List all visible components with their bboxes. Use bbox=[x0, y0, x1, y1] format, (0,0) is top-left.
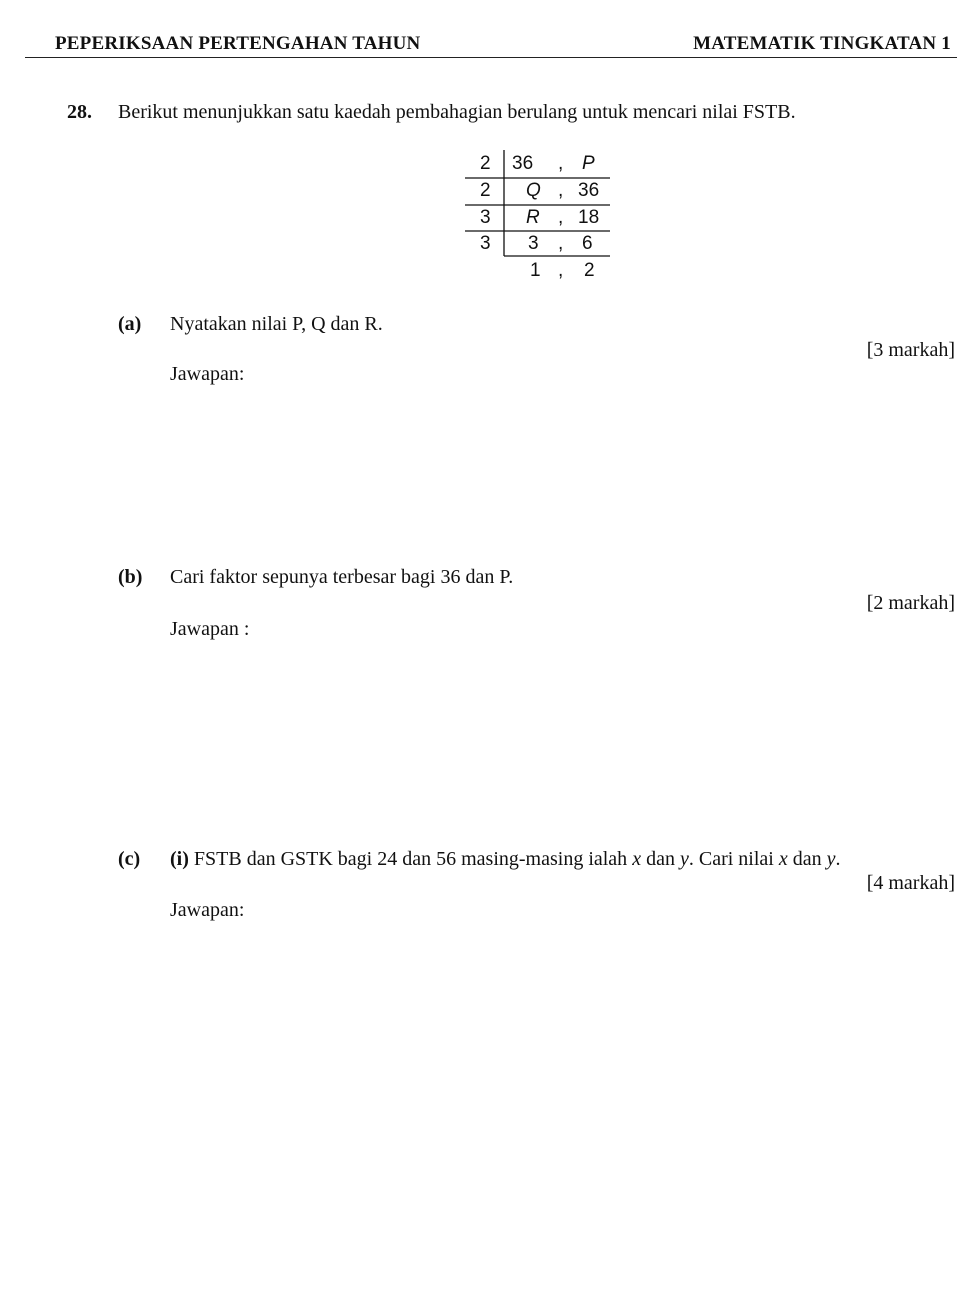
ladder-value-a-4: 3 bbox=[528, 233, 539, 254]
ladder-value-b-2: 36 bbox=[578, 180, 600, 201]
ladder-sep-1: , bbox=[558, 153, 564, 174]
ladder-sep-3: , bbox=[558, 207, 564, 228]
ladder-divisor-2: 2 bbox=[480, 180, 491, 201]
part-a-label: (a) bbox=[118, 313, 142, 335]
ladder-final-b: 2 bbox=[584, 260, 595, 281]
part-c-sub-label: (i) bbox=[170, 848, 189, 870]
part-c-var-x: x bbox=[632, 848, 642, 870]
ladder-sep-4: , bbox=[558, 233, 564, 254]
ladder-value-b-4: 6 bbox=[582, 233, 593, 254]
ladder-value-b-3: 18 bbox=[578, 207, 600, 228]
part-c-var-x2: x bbox=[778, 848, 788, 870]
part-c-marks: [4 markah] bbox=[866, 872, 955, 894]
part-c-text-3: . Cari nilai bbox=[688, 848, 779, 870]
ladder-sep-2: , bbox=[558, 180, 564, 201]
part-c-answer-label: Jawapan: bbox=[170, 899, 245, 921]
part-c-text-1: FSTB dan GSTK bagi 24 dan 56 masing-masing ialah bbox=[193, 848, 633, 870]
ladder-final-sep: , bbox=[558, 260, 564, 281]
part-c-text-2: dan bbox=[641, 848, 680, 870]
part-b-text: Cari faktor sepunya terbesar bagi 36 dan P. bbox=[170, 566, 514, 588]
ladder-value-a-1: 36 bbox=[512, 153, 534, 174]
part-c-var-y2: y bbox=[826, 848, 836, 870]
part-b-label: (b) bbox=[118, 566, 143, 588]
question-number: 28. bbox=[67, 101, 92, 123]
part-a-answer-label: Jawapan: bbox=[170, 363, 245, 385]
ladder-value-b-1: P bbox=[582, 153, 595, 174]
ladder-value-a-3: R bbox=[526, 207, 540, 228]
part-c-text-5: . bbox=[835, 848, 841, 870]
part-c-text bbox=[170, 848, 841, 871]
part-c-var-y: y bbox=[679, 848, 689, 870]
ladder-divisor-3: 3 bbox=[480, 207, 491, 228]
ladder-value-a-2: Q bbox=[526, 180, 541, 201]
header-rule bbox=[25, 57, 957, 58]
part-b-answer-label: Jawapan : bbox=[170, 618, 250, 640]
part-a-text: Nyatakan nilai P, Q dan R. bbox=[170, 313, 383, 335]
header-left: PEPERIKSAAN PERTENGAHAN TAHUN bbox=[55, 33, 421, 54]
question-stem: Berikut menunjukkan satu kaedah pembahagian berulang untuk mencari nilai FSTB. bbox=[118, 101, 796, 123]
ladder-divisor-4: 3 bbox=[480, 233, 491, 254]
ladder-final-a: 1 bbox=[530, 260, 541, 281]
part-c-label: (c) bbox=[118, 848, 141, 870]
division-ladder bbox=[462, 148, 622, 288]
part-b-marks: [2 markah] bbox=[866, 592, 955, 614]
part-c-text-4: dan bbox=[787, 848, 827, 870]
header-right: MATEMATIK TINGKATAN 1 bbox=[693, 33, 951, 54]
division-ladder-figure bbox=[462, 148, 622, 288]
part-a-marks: [3 markah] bbox=[866, 339, 955, 361]
ladder-divisor-1: 2 bbox=[480, 153, 491, 174]
